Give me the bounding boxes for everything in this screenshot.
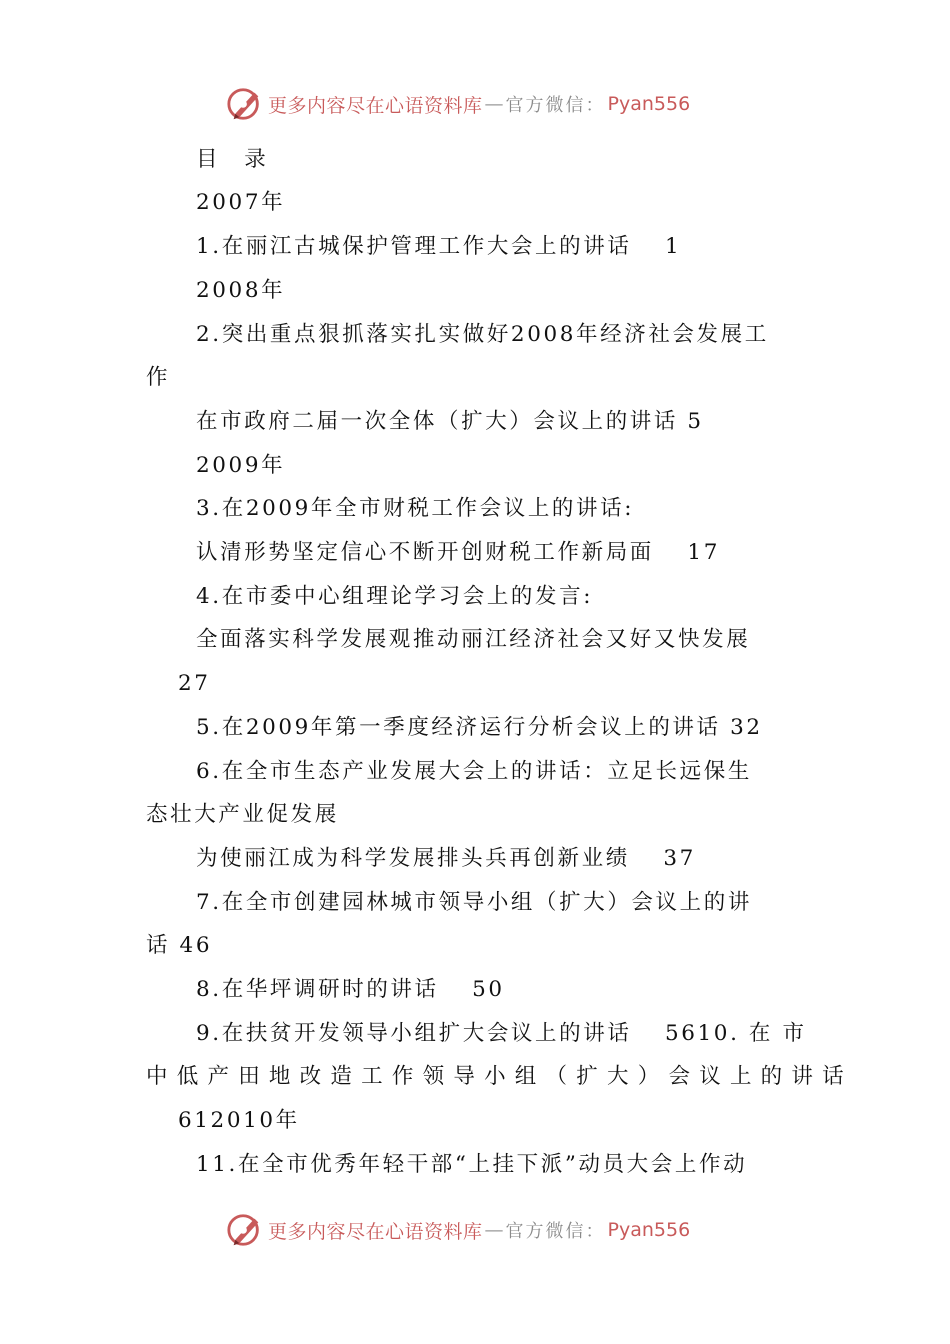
toc-line: 态壮大产业促发展	[146, 802, 339, 827]
toc-line: 话 46	[146, 933, 213, 958]
watermark-id: Pyan556	[607, 93, 691, 115]
watermark-separator: —	[484, 93, 504, 115]
toc-line: 5.在2009年第一季度经济运行分析会议上的讲话 32	[196, 715, 763, 740]
watermark-separator: —	[484, 1219, 504, 1241]
toc-line: 中 低 产 田 地 改 造 工 作 领 导 小 组 （ 扩 大 ） 会 议 上 的 讲 话	[146, 1064, 845, 1089]
toc-line: 6.在全市生态产业发展大会上的讲话：立足长远保生	[196, 759, 752, 784]
toc-line: 为使丽江成为科学发展排头兵再创新业绩 37	[196, 846, 696, 871]
toc-line: 1.在丽江古城保护管理工作大会上的讲话 1	[196, 234, 682, 259]
toc-line: 全面落实科学发展观推动丽江经济社会又好又快发展	[196, 627, 751, 652]
watermark-header	[226, 84, 690, 124]
watermark-official: 官方微信：	[505, 95, 606, 116]
watermark-text: 更多内容尽在心语资料库	[268, 1220, 483, 1243]
toc-line: 4.在市委中心组理论学习会上的发言:	[196, 584, 594, 609]
watermark-text: 更多内容尽在心语资料库	[268, 94, 483, 117]
toc-line: 9.在扶贫开发领导小组扩大会议上的讲话 5610. 在 市	[196, 1021, 807, 1046]
toc-line: 在市政府二届一次全体（扩大）会议上的讲话 5	[196, 409, 704, 434]
toc-title: 目 录	[196, 147, 269, 172]
pen-logo-icon	[226, 1211, 264, 1249]
toc-line: 2.突出重点狠抓落实扎实做好2008年经济社会发展工	[196, 322, 769, 347]
pen-logo-icon	[226, 85, 264, 123]
toc-line: 作	[146, 365, 171, 390]
toc-line: 3.在2009年全市财税工作会议上的讲话:	[196, 496, 635, 521]
toc-line: 8.在华坪调研时的讲话 50	[196, 977, 505, 1002]
toc-line: 7.在全市创建园林城市领导小组（扩大）会议上的讲	[196, 890, 752, 915]
toc-line: 2007年	[196, 190, 286, 215]
watermark-id: Pyan556	[607, 1219, 691, 1241]
toc-line: 11.在全市优秀年轻干部“上挂下派”动员大会上作动	[196, 1152, 748, 1177]
watermark-official: 官方微信：	[505, 1221, 606, 1242]
toc-line: 认清形势坚定信心不断开创财税工作新局面 17	[196, 540, 720, 565]
toc-line: 2008年	[196, 278, 286, 303]
toc-line: 27	[178, 671, 211, 696]
toc-line: 612010年	[178, 1108, 300, 1133]
toc-line: 2009年	[196, 453, 286, 478]
watermark-footer	[226, 1210, 690, 1250]
